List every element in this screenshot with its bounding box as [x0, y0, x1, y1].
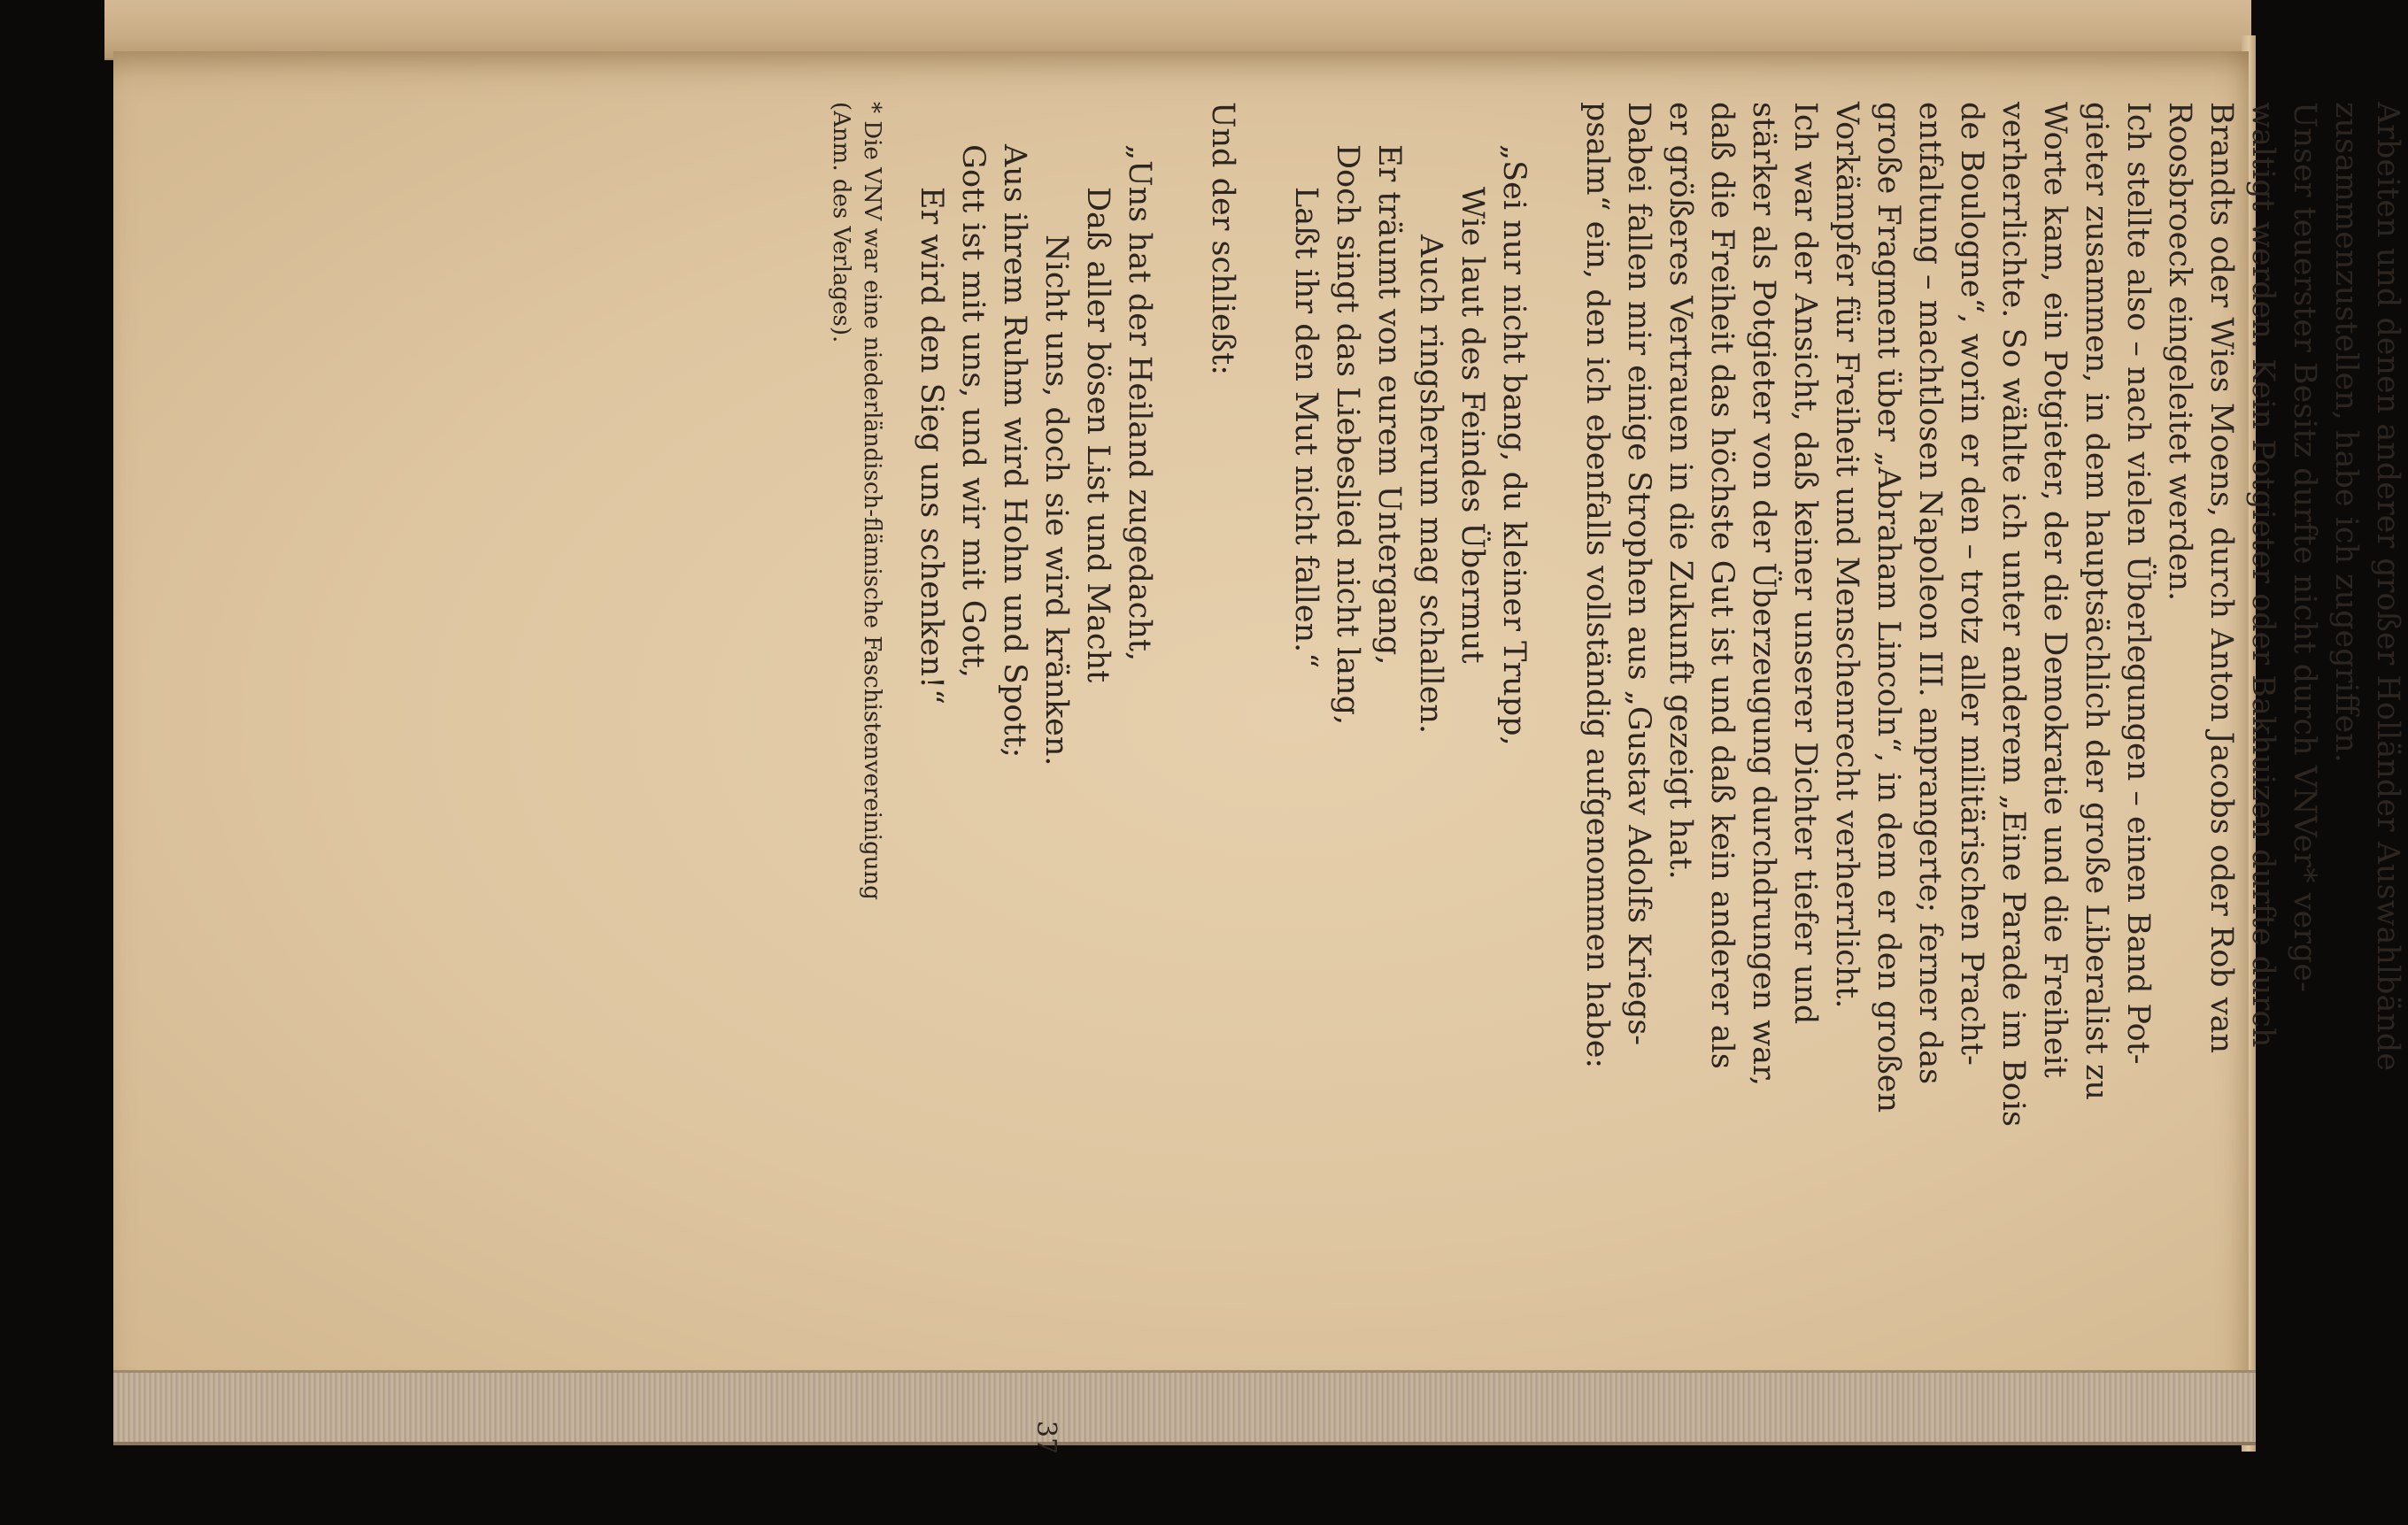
footnote-line: (Anm. des Verlages).: [828, 102, 854, 343]
text-line: er größeres Vertrauen in die Zukunft gezeigt hat.: [1663, 102, 1698, 880]
poem-line: Auch ringsherum mag schallen.: [1413, 235, 1448, 735]
text-line: stärker als Potgieter von der Überzeugung durchdrungen war,: [1746, 102, 1781, 1086]
poem-line: Gott ist mit uns, und wir mit Gott,: [955, 144, 991, 678]
text-line: Ich war der Ansicht, daß keiner unserer Dichter tiefer und: [1787, 102, 1823, 1025]
poem-stanza-1: [1285, 102, 1534, 1483]
text-line: daß die Freiheit das höchste Gut ist und daß kein anderer als: [1704, 102, 1740, 1069]
poem-line: Daß aller bösen List und Macht: [1080, 187, 1115, 683]
poem-line: Er träumt von eurem Untergang,: [1371, 144, 1407, 666]
page-number: 37: [1030, 1421, 1061, 1455]
text-line: de Boulogne“, worin er den – trotz aller militärischen Pracht-: [1954, 102, 1989, 1066]
text-line: waltigt werden. Kein Potgieter oder Bakhuizen durfte durch: [2245, 102, 2281, 1048]
text-line: Unser teuerster Besitz durfte nicht durch VNVer* verge-: [2287, 102, 2322, 992]
poem-line: Aus ihrem Ruhm wird Hohn und Spott;: [997, 144, 1032, 759]
text-line: verherrlichte. So wählte ich unter anderem „Eine Parade im Bois: [1995, 102, 2031, 1127]
poem-line: Doch singt das Liebeslied nicht lang,: [1330, 144, 1365, 726]
footnote-line: * Die VNV war eine niederländisch-flämische Faschistenvereinigung: [859, 102, 885, 900]
text-line: große Fragment über „Abraham Lincoln“, in dem er den großen: [1871, 102, 1906, 1113]
text-line: Brandts oder Wies Moens, durch Anton Jacobs oder Rob van: [2203, 102, 2239, 1054]
text-line: Dabei fallen mir einige Strophen aus „Gustav Adolfs Kriegs-: [1621, 102, 1656, 1046]
text-line: Arbeiten und denen anderer großer Holländer Auswahlbände: [2370, 102, 2405, 1072]
text-line: gieter zusammen, in dem hauptsächlich der große Liberalist zu: [2079, 102, 2114, 1101]
poem-line: Er wird den Sieg uns schenken!“: [914, 187, 949, 705]
text-line: psalm“ ein, den ich ebenfalls vollständig aufgenommen habe:: [1579, 102, 1615, 1069]
poem-line: Nicht uns, doch sie wird kränken.: [1038, 235, 1074, 766]
text-line: Worte kam, ein Potgieter, der die Demokratie und die Freiheit: [2037, 102, 2072, 1078]
poem-line: Laßt ihr den Mut nicht fallen.“: [1288, 187, 1324, 669]
poem-line: „Uns hat der Heiland zugedacht,: [1122, 144, 1157, 662]
text-line: entfaltung – machtlosen Napoleon III. anprangerte; ferner das: [1912, 102, 1948, 1085]
poem-line: „Sei nur nicht bang, du kleiner Trupp,: [1496, 144, 1532, 746]
text-line: Vorkämpfer für Freiheit und Menschenrecht verherrlicht.: [1829, 102, 1864, 1009]
footnote: [825, 102, 887, 1483]
prose-section: [1576, 102, 2408, 1483]
text-line: zusammenzustellen, habe ich zugegriffen.: [2328, 102, 2364, 763]
poem-line: Wie laut des Feindes Übermut: [1455, 187, 1490, 664]
page-text-block: [726, 102, 2408, 1483]
spacer: [1243, 102, 1285, 1483]
poem-stanza-2: [910, 102, 1160, 1483]
text-line: Ich stellte also – nach vielen Überlegungen – einen Band Pot-: [2120, 102, 2156, 1065]
spacer: [1160, 102, 1201, 1483]
transition-line: Und der schließt:: [1205, 102, 1240, 375]
text-line: Roosbroeck eingeleitet werden.: [2162, 102, 2197, 602]
spacer: [1534, 102, 1576, 1483]
